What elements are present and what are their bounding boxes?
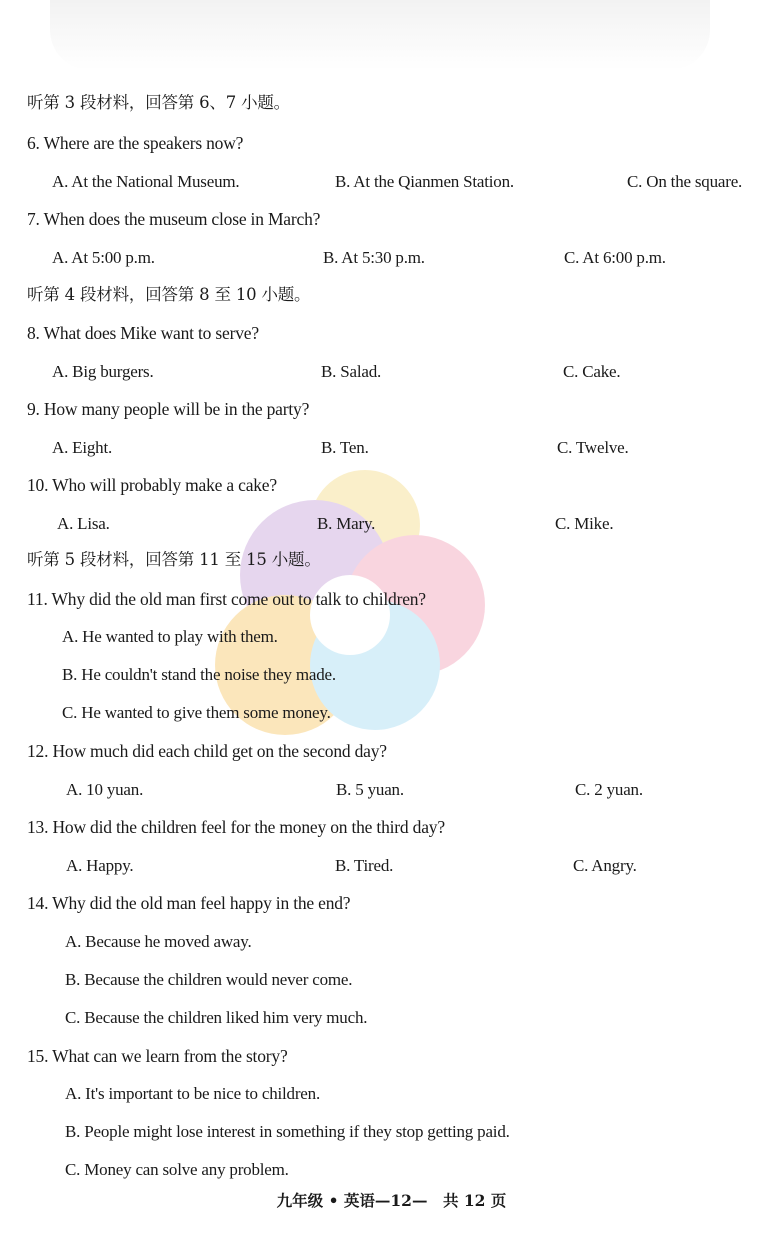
- scan-blur: [50, 0, 710, 70]
- q8-option-a: A. Big burgers.: [52, 362, 154, 381]
- q11-option-c: C. He wanted to give them some money.: [62, 703, 331, 722]
- q13-option-a: A. Happy.: [66, 856, 134, 875]
- question-8: 8. What does Mike want to serve?: [27, 323, 259, 343]
- q9-option-b: B. Ten.: [321, 438, 369, 457]
- section-4-instruction: 听第 4 段材料，回答第 8 至 10 小题。: [27, 285, 311, 304]
- question-12: 12. How much did each child get on the second day?: [27, 741, 387, 761]
- section-5-instruction: 听第 5 段材料，回答第 11 至 15 小题。: [27, 550, 321, 569]
- question-9: 9. How many people will be in the party?: [27, 399, 310, 419]
- q8-option-b: B. Salad.: [321, 362, 382, 381]
- q7-option-a: A. At 5:00 p.m.: [52, 248, 155, 267]
- q12-option-b: B. 5 yuan.: [336, 780, 404, 799]
- q12-option-a: A. 10 yuan.: [66, 780, 144, 799]
- q10-option-c: C. Mike.: [555, 514, 614, 533]
- q11-option-b: B. He couldn't stand the noise they made.: [62, 665, 336, 684]
- q13-option-b: B. Tired.: [335, 856, 394, 875]
- q13-option-c: C. Angry.: [573, 856, 637, 875]
- q7-option-c: C. At 6:00 p.m.: [564, 248, 666, 267]
- q7-option-b: B. At 5:30 p.m.: [323, 248, 425, 267]
- q10-option-b: B. Mary.: [317, 514, 376, 533]
- question-7: 7. When does the museum close in March?: [27, 209, 321, 229]
- q11-option-a: A. He wanted to play with them.: [62, 627, 278, 646]
- q9-option-c: C. Twelve.: [557, 438, 629, 457]
- section-3-instruction: 听第 3 段材料，回答第 6、7 小题。: [27, 93, 290, 112]
- question-11: 11. Why did the old man first come out to talk to children?: [27, 589, 426, 609]
- q6-option-c: C. On the square.: [627, 172, 743, 191]
- q6-option-b: B. At the Qianmen Station.: [335, 172, 514, 191]
- q15-option-c: C. Money can solve any problem.: [65, 1160, 289, 1179]
- q9-option-a: A. Eight.: [52, 438, 113, 457]
- q8-option-c: C. Cake.: [563, 362, 621, 381]
- question-15: 15. What can we learn from the story?: [27, 1046, 288, 1066]
- question-6: 6. Where are the speakers now?: [27, 133, 244, 153]
- page-footer: 九年级 • 英语—12— 共 12 页: [276, 1191, 507, 1210]
- q15-option-a: A. It's important to be nice to children.: [65, 1084, 320, 1103]
- question-10: 10. Who will probably make a cake?: [27, 475, 277, 495]
- q10-option-a: A. Lisa.: [57, 514, 110, 533]
- question-14: 14. Why did the old man feel happy in the end?: [27, 893, 351, 913]
- q14-option-c: C. Because the children liked him very much.: [65, 1008, 368, 1027]
- q6-option-a: A. At the National Museum.: [52, 172, 240, 191]
- q14-option-a: A. Because he moved away.: [65, 932, 252, 951]
- question-13: 13. How did the children feel for the money on the third day?: [27, 817, 445, 837]
- q15-option-b: B. People might lose interest in something if they stop getting paid.: [65, 1122, 510, 1141]
- q12-option-c: C. 2 yuan.: [575, 780, 643, 799]
- q14-option-b: B. Because the children would never come.: [65, 970, 353, 989]
